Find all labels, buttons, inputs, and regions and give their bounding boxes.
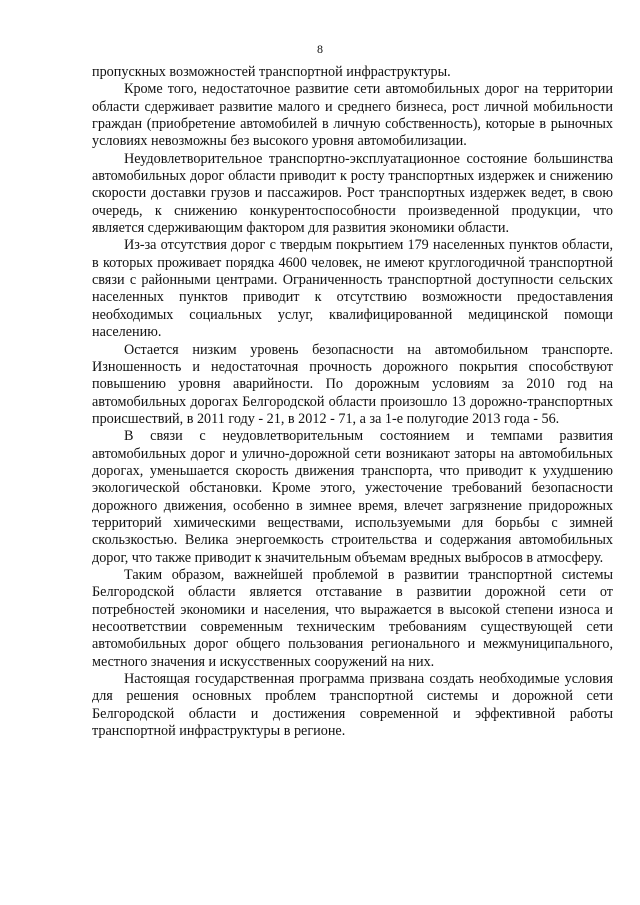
paragraph-continuation: пропускных возможностей транспортной инфраструктуры.	[92, 64, 451, 80]
paragraph: Неудовлетворительное транспортно-эксплуатационное состояние большинства автомобильных дорог области приводит к росту транспортных издержек и снижению скорости доставки грузов и пассажиров. Рост транспортных издержек ведет, в свою очередь, к снижению конкурентоспособности произведенной продукции, что является сдерживающим фактором для развития экономики области.	[92, 150, 613, 237]
paragraph: Кроме того, недостаточное развитие сети автомобильных дорог на территории области сдерживает развитие малого и среднего бизнеса, рост личной мобильности граждан (приобретение автомобилей в личную собственность), которые в рыночных условиях невозможны без высокого уровня автомобилизации.	[92, 81, 613, 150]
paragraph: Таким образом, важнейшей проблемой в развитии транспортной системы Белгородской области является отставание в развитии дорожной сети от потребностей экономики и населения, что выражается в высокой степени износа и несоответствии современным техническим требованиям существующей сети автомобильных дорог общего пользования регионального и межмуниципального, местного значения и искусственных сооружений на них.	[92, 566, 613, 670]
paragraph: Настоящая государственная программа призвана создать необходимые условия для решения основных проблем транспортной системы и дорожной сети Белгородской области и достижения современной и эффективной работы транспортной инфраструктуры в регионе.	[92, 671, 613, 740]
paragraph: Остается низким уровень безопасности на автомобильном транспорте. Изношенность и недостаточная прочность дорожного покрытия способствуют повышению уровня аварийности. По дорожным условиям за 2010 год на автомобильных дорогах Белгородской области произошло 13 дорожно-транспортных происшествий, в 2011 году - 21, в 2012 - 71, а за 1-е полугодие 2013 года - 56.	[92, 341, 613, 427]
paragraph: Из-за отсутствия дорог с твердым покрытием 179 населенных пунктов области, в которых проживает порядка 4600 человек, не имеют круглогодичной транспортной связи с районными центрами. Ограниченность транспортной доступности сельских населенных пунктов приводит к отсутствию возможности предоставления необходимых социальных услуг, квалифицированной медицинской помощи населению.	[92, 237, 613, 341]
paragraph: В связи с неудовлетворительным состоянием и темпами развития автомобильных дорог и улично-дорожной сети возникают заторы на автомобильных дорогах, уменьшается скорость движения транспорта, что приводит к ухудшению экологической обстановки. Кроме этого, ужесточение требований безопасности дорожного движения, особенно в зимнее время, влечет загрязнение придорожных территорий химическими веществами, используемыми для борьбы с зимней скользкостью. Велика энергоемкость строительства и содержания автомобильных дорог, что также приводит к значительным объемам вредных выбросов в атмосферу.	[92, 428, 613, 566]
page-number: 8	[317, 42, 323, 56]
document-body	[92, 64, 613, 740]
